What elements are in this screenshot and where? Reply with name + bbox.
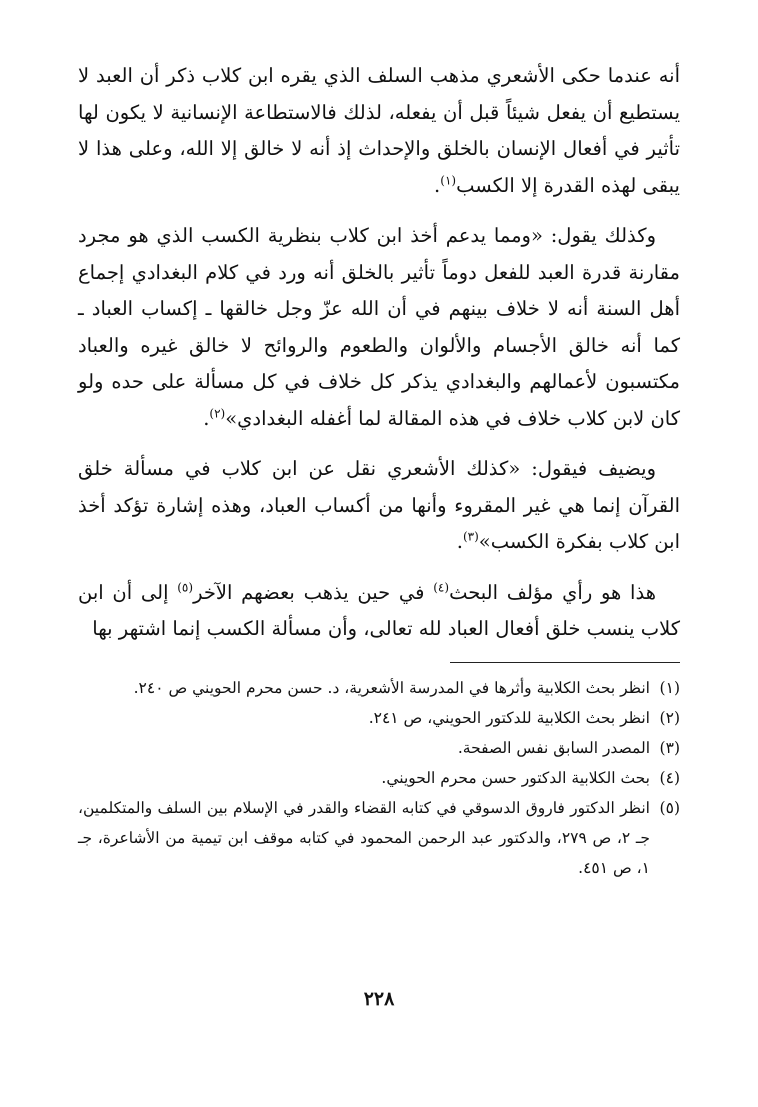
paragraph-3-tail: . <box>456 530 463 553</box>
footnote-number: (٥) <box>659 798 680 817</box>
paragraph-2-tail: . <box>203 406 210 430</box>
footnote-text: انظر الدكتور فاروق الدسوقي في كتابه القضاء والقدر في الإسلام بين السلف والمتكلمين، جـ ٢، ص ٢٧٩، والدكتور عبد الرحمن المحمود في كتابه موقف ابن تيمية من الأشاعرة، جـ ١، ص ٤٥١. <box>78 798 650 877</box>
footnote-number: (٣) <box>659 738 680 757</box>
footnote-4 <box>78 763 680 793</box>
footnote-ref-2: (٢) <box>209 406 226 420</box>
paragraph-4-text-b: في حين يذهب بعضهم الآخر <box>193 580 434 604</box>
footnote-3 <box>78 733 680 763</box>
footnotes <box>78 673 680 883</box>
paragraph-4-text-a: هذا هو رأي مؤلف البحث <box>449 580 656 604</box>
footnote-ref-3: (٣) <box>462 529 479 544</box>
main-text <box>78 58 680 648</box>
page-number: ٢٢٨ <box>363 988 395 1010</box>
footnote-text: انظر بحث الكلابية وأثرها في المدرسة الأشعرية، د. حسن محرم الحويني ص ٢٤٠. <box>133 678 650 697</box>
footnote-5 <box>78 793 680 883</box>
paragraph-1-text: أنه عندما حكى الأشعري مذهب السلف الذي يقره ابن كلاب ذكر أن العبد لا يستطيع أن يفعل شيئاً قبل أن يفعله، لذلك فالاستطاعة الإنسانية لا يكون لها تأثير في أفعال الإنسان بالخلق والإحداث إذ أنه لا خالق إلا الله، وعلى هذا لا يبقى لهذه القدرة إلا الكسب <box>78 64 680 197</box>
footnote-number: (٤) <box>659 768 680 787</box>
book-page <box>78 58 680 1107</box>
footnote-separator <box>450 662 680 663</box>
footnote-text: المصدر السابق نفس الصفحة. <box>457 738 650 757</box>
paragraph-1-tail: . <box>434 173 441 197</box>
paragraph-4 <box>78 575 680 648</box>
paragraph-1 <box>78 58 680 204</box>
footnote-number: (١) <box>659 678 680 697</box>
footnote-ref-4: (٤) <box>433 580 450 594</box>
footnote-separator-wrap <box>78 662 680 663</box>
paragraph-2-text: وكذلك يقول: «ومما يدعم أخذ ابن كلاب بنظرية الكسب الذي هو مجرد مقارنة قدرة العبد للفعل دوماً تأثير بالخلق أنه ورد في كلام البغدادي إجماع أهل السنة أنه لا خلاف بينهم في أن الله عزّ وجل خالقها ـ إكساب العباد ـ كما أنه خالق الأجسام والألوان والطعوم والروائح لا خالق غيره والعباد مكتسبون لأعمالهم والبغدادي يذكر كل خلاف في كل مسألة على حده ولو كان لابن كلاب خلاف في هذه المقالة لما أغفله البغدادي» <box>78 224 680 430</box>
paragraph-2 <box>78 218 680 437</box>
footnote-2 <box>78 703 680 733</box>
footnote-number: (٢) <box>659 708 680 727</box>
footnote-text: انظر بحث الكلابية للدكتور الحويني، ص ٢٤١. <box>368 708 650 727</box>
footnote-ref-5: (٥) <box>177 580 194 594</box>
footnote-text: بحث الكلابية الدكتور حسن محرم الحويني. <box>381 768 650 787</box>
footnote-ref-1: (١) <box>440 173 457 187</box>
footnote-1 <box>78 673 680 703</box>
paragraph-4-text-c: إلى أن ابن كلاب ينسب خلق أفعال العباد لله تعالى، وأن مسألة الكسب إنما اشتهر بها <box>78 580 680 640</box>
paragraph-3-text: ويضيف فيقول: «كذلك الأشعري نقل عن ابن كلاب في مسألة خلق القرآن إنما هي غير المقروء وأنها من أكساب العباد، وهذه إشارة تؤكد أخذ ابن كلاب بفكرة الكسب» <box>78 457 680 553</box>
paragraph-3 <box>78 451 680 561</box>
